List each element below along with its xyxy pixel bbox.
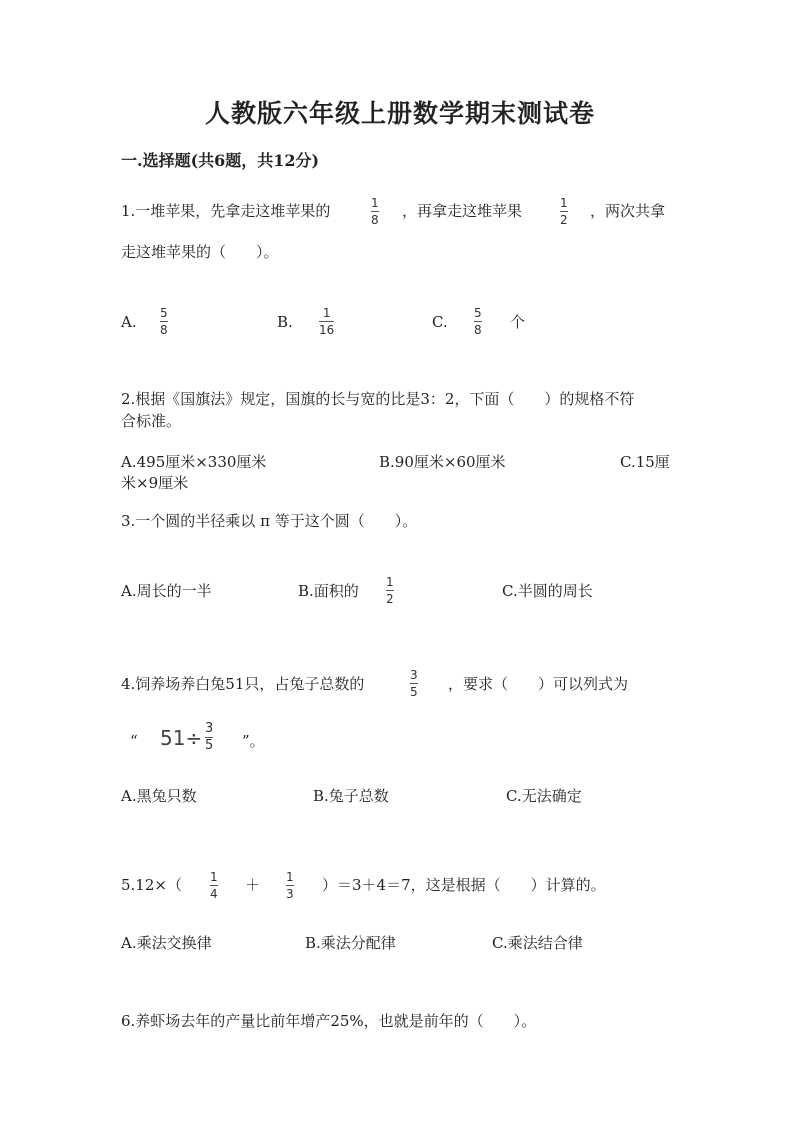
q5-plus: ＋ (245, 876, 261, 894)
q5-text-a: 5.12×（ (121, 876, 182, 894)
q3-line: 3.一个圆的半径乘以 π 等于这个圆（ ）。 (121, 512, 418, 530)
q1-text-a: 1.一堆苹果，先拿走这堆苹果的 (121, 202, 331, 220)
q1-option-b-fraction (319, 306, 334, 337)
q4-option-b[interactable]: B.兔子总数 (313, 787, 389, 805)
q4-expression-fraction (205, 722, 213, 753)
numerator: 3 (205, 721, 214, 736)
numerator: 1 (210, 870, 218, 884)
page-title: 人教版六年级上册数学期末测试卷 (204, 99, 595, 128)
numerator: 1 (371, 196, 379, 210)
q1-text-b: ，再拿走这堆苹果 (402, 202, 523, 220)
q1-fraction-1 (371, 196, 379, 227)
q3-option-b-fraction (386, 575, 394, 606)
q5-fraction-2 (286, 870, 294, 901)
q4-text-a: 4.饲养场养白兔51只，占兔子总数的 (121, 675, 365, 693)
q1-option-c-unit: 个 (510, 313, 526, 331)
q4-option-a[interactable]: A.黑兔只数 (121, 787, 197, 805)
numerator: 3 (410, 668, 418, 682)
q4-quote-open: “ (130, 732, 138, 750)
q4-option-c[interactable]: C.无法确定 (506, 787, 582, 805)
q6-line: 6.养虾场去年的产量比前年增产25%，也就是前年的（ ）。 (121, 1012, 537, 1030)
denominator: 8 (160, 323, 168, 337)
numerator: 1 (286, 870, 294, 884)
denominator: 16 (319, 323, 335, 337)
q5-fraction-1 (210, 870, 218, 901)
q1-option-b-label[interactable]: B. (277, 313, 293, 331)
q5-option-a[interactable]: A.乘法交换律 (121, 934, 212, 952)
numerator: 5 (474, 306, 482, 320)
q1-option-a-fraction (160, 306, 168, 337)
numerator: 1 (560, 196, 568, 210)
denominator: 4 (210, 887, 218, 901)
q5-text-b: ）＝3＋4＝7，这是根据（ ）计算的。 (322, 876, 606, 894)
q2-option-a[interactable]: A.495厘米×330厘米 (121, 453, 267, 471)
q1-text-c: ，两次共拿 (590, 202, 666, 220)
q1-option-c-fraction (474, 306, 482, 337)
denominator: 5 (410, 685, 418, 699)
q2-option-c-part-2[interactable]: 米×9厘米 (121, 474, 189, 492)
q5-option-b[interactable]: B.乘法分配律 (305, 934, 396, 952)
numerator: 1 (386, 575, 394, 589)
denominator: 5 (205, 738, 214, 753)
denominator: 3 (286, 887, 294, 901)
q4-expression: 51÷ (160, 726, 203, 750)
q3-option-c[interactable]: C.半圆的周长 (502, 582, 593, 600)
denominator: 2 (560, 213, 568, 227)
q4-text-b: ，要求（ ）可以列式为 (448, 675, 629, 693)
q5-option-c[interactable]: C.乘法结合律 (492, 934, 583, 952)
numerator: 5 (160, 306, 168, 320)
q1-option-a-label[interactable]: A. (121, 313, 137, 331)
q2-line-2: 合标准。 (121, 412, 182, 430)
denominator: 8 (474, 323, 482, 337)
q1-option-c-label[interactable]: C. (432, 313, 448, 331)
q1-fraction-2 (560, 196, 568, 227)
numerator: 1 (322, 306, 331, 320)
q1-text-d: 走这堆苹果的（ ）。 (121, 243, 279, 261)
denominator: 8 (371, 213, 379, 227)
q2-option-b[interactable]: B.90厘米×60厘米 (379, 453, 506, 471)
q3-option-b-label[interactable]: B.面积的 (298, 582, 359, 600)
q3-option-a[interactable]: A.周长的一半 (121, 582, 212, 600)
q4-fraction-1 (410, 668, 418, 699)
section-heading: 一.选择题(共6题，共12分) (121, 151, 320, 170)
denominator: 2 (386, 592, 394, 606)
q2-line-1: 2.根据《国旗法》规定，国旗的长与宽的比是3：2，下面（ ）的规格不符 (121, 390, 635, 408)
q4-quote-close: ”。 (242, 732, 265, 750)
q2-option-c-part-1[interactable]: C.15厘 (620, 453, 670, 471)
